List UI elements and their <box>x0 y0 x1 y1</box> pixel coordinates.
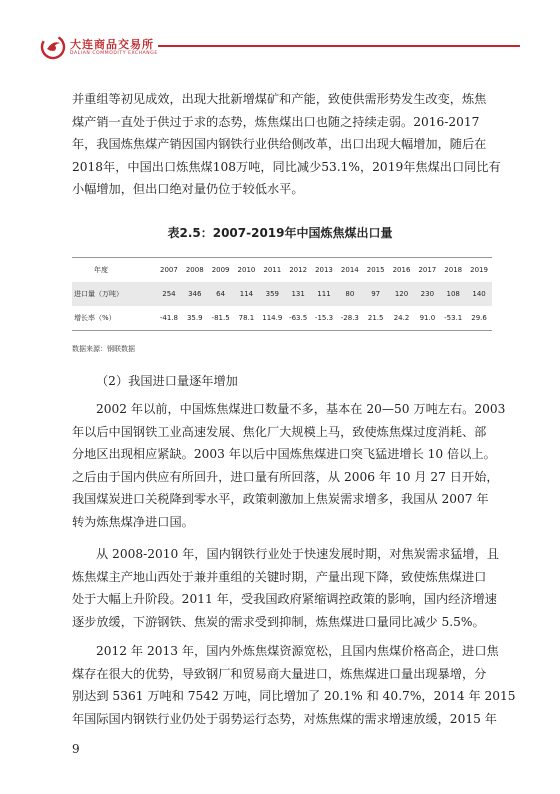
text-line: 年国际国内钢铁行业仍处于弱势运行态势，对炼焦煤的需求增速放缓，2015 年 <box>72 711 497 726</box>
table-title: 表2.5：2007-2019年中国炼焦煤出口量 <box>167 226 393 240</box>
table-header-cell: 2018 <box>444 265 463 274</box>
table-top-rule <box>72 257 492 258</box>
table-header-cell: 2014 <box>340 265 359 274</box>
table-cell: 120 <box>389 282 415 306</box>
table-cell: 230 <box>414 282 440 306</box>
table-cell: 29.6 <box>471 313 487 322</box>
table-header-cell: 2007 <box>160 265 178 274</box>
table-header-cell: 2011 <box>263 265 282 274</box>
text-line: 我国煤炭进口关税降到零水平，政策刺激加上焦炭需求增多，我国从 2007 年 <box>72 492 489 506</box>
text-line: 分地区出现相应紧缺。2003 年以后中国炼焦煤进口突飞猛进增长 10 倍以上。 <box>72 447 496 461</box>
text-line: 并重组等初见成效，出现大批新增煤矿和产能，致使供需形势发生改变，炼焦 <box>72 92 487 106</box>
table-header-cell: 2008 <box>185 265 204 274</box>
table-cell: 140 <box>466 282 492 306</box>
table-cell: 78.1 <box>238 313 255 322</box>
text-line: 之后由于国内供应有所回升，进口量有所回落，从 2006 年 10 月 27 日开始， <box>72 469 499 484</box>
table-header-row <box>72 257 492 282</box>
header-divider <box>158 45 520 47</box>
table-cell: -41.8 <box>159 313 178 322</box>
table-cell: 91.0 <box>419 313 436 322</box>
table-cell: 111 <box>311 282 337 306</box>
table-header-cell: 2010 <box>237 265 256 274</box>
section-subheading: （2）我国进口量逐年增加 <box>96 374 238 388</box>
table-source-note: 数据来源：钢联数据 <box>72 345 135 353</box>
table-cell: 254 <box>156 282 182 306</box>
table-cell: 108 <box>440 282 466 306</box>
table-cell: 24.2 <box>393 313 410 322</box>
table-row <box>72 306 492 329</box>
paragraph-import-history <box>72 398 506 533</box>
table-header-cell: 2019 <box>470 265 488 274</box>
table-cell: -15.3 <box>314 313 334 322</box>
text-line: 从 2008-2010 年，国内钢铁行业处于快速发展时期，对焦炭需求猛增，且 <box>96 547 499 561</box>
brand-name-cn: 大连商品交易所 <box>70 38 154 51</box>
paragraph-export-trend <box>72 88 501 201</box>
table-cell: 21.5 <box>367 313 384 322</box>
text-line: 逐步放缓，下游钢铁、焦炭的需求受到抑制，炼焦煤进口量同比减少 5.5%。 <box>72 614 485 629</box>
text-line: 煤产销一直处于供过于求的态势，炼焦煤出口也随之持续走弱。2016-2017 <box>72 114 480 129</box>
paragraph-2012-2015 <box>72 640 516 730</box>
export-volume-table <box>72 257 492 329</box>
table-header-cell: 2012 <box>289 265 308 274</box>
table-header-cell: 2009 <box>211 265 230 274</box>
text-line: 小幅增加，但出口绝对量仍位于较低水平。 <box>72 182 304 196</box>
text-line: 炼焦煤主产地山西处于兼并重组的关键时期，产量出现下降，致使炼焦煤进口 <box>72 569 487 584</box>
table-cell: 131 <box>285 282 311 306</box>
table-header-cell: 2016 <box>392 265 411 274</box>
table-cell: -81.5 <box>211 313 230 322</box>
table-cell: 114 <box>234 282 260 306</box>
table-header-cell: 2017 <box>418 265 437 274</box>
exchange-logo-icon <box>40 34 66 60</box>
table-cell: 35.9 <box>186 313 203 322</box>
table-header-cell: 2013 <box>315 265 333 274</box>
row-label: 进口量（万吨） <box>72 282 156 306</box>
text-line: 别达到 5361 万吨和 7542 万吨，同比增加了 20.1% 和 40.7%，2014 年 2015 <box>72 689 516 703</box>
table-cell: 80 <box>337 282 363 306</box>
row-label: 增长率（%） <box>74 313 116 322</box>
text-line: 2002 年以前，中国炼焦煤进口数量不多，基本在 20—50 万吨左右。2003 <box>96 402 506 416</box>
text-line: 年以后中国钢铁工业高速发展、焦化厂大规模上马，致使炼焦煤过度消耗、部 <box>72 424 487 439</box>
text-line: 2012 年 2013 年，国内外炼焦煤资源宽松，且国内焦煤价格高企，进口焦 <box>96 644 499 658</box>
brand-name-en: DALIAN COMMODITY EXCHANGE <box>70 51 158 56</box>
table-cell: 64 <box>208 282 234 306</box>
paragraph-2008-2011 <box>72 543 499 633</box>
table-cell: 346 <box>182 282 208 306</box>
table-bottom-rule <box>72 330 492 331</box>
table-cell: -63.5 <box>289 313 308 322</box>
table-cell: 359 <box>259 282 285 306</box>
page-number: 9 <box>72 742 80 756</box>
table-cell: -28.3 <box>340 313 359 322</box>
table-cell: 97 <box>363 282 389 306</box>
text-line: 煤存在很大的优势，导致钢厂和贸易商大量进口，炼焦煤进口量出现暴增，分 <box>72 666 487 681</box>
page-header <box>0 0 560 64</box>
table-cell: 114.9 <box>262 313 283 322</box>
text-line: 2018年，中国出口炼焦煤108万吨，同比减少53.1%，2019年焦煤出口同比有 <box>72 159 501 174</box>
table-header-cell: 年度 <box>94 265 108 274</box>
text-line: 年，我国炼焦煤产销因国内钢铁行业供给侧改革，出口出现大幅增加，随后在 <box>72 137 487 151</box>
table-row <box>72 282 492 306</box>
table-cell: -53.1 <box>444 313 463 322</box>
text-line: 处于大幅上升阶段。2011 年，受我国政府紧缩调控政策的影响，国内经济增速 <box>72 592 497 606</box>
text-line: 转为炼焦煤净进口国。 <box>72 514 194 529</box>
table-header-cell: 2015 <box>366 265 385 274</box>
